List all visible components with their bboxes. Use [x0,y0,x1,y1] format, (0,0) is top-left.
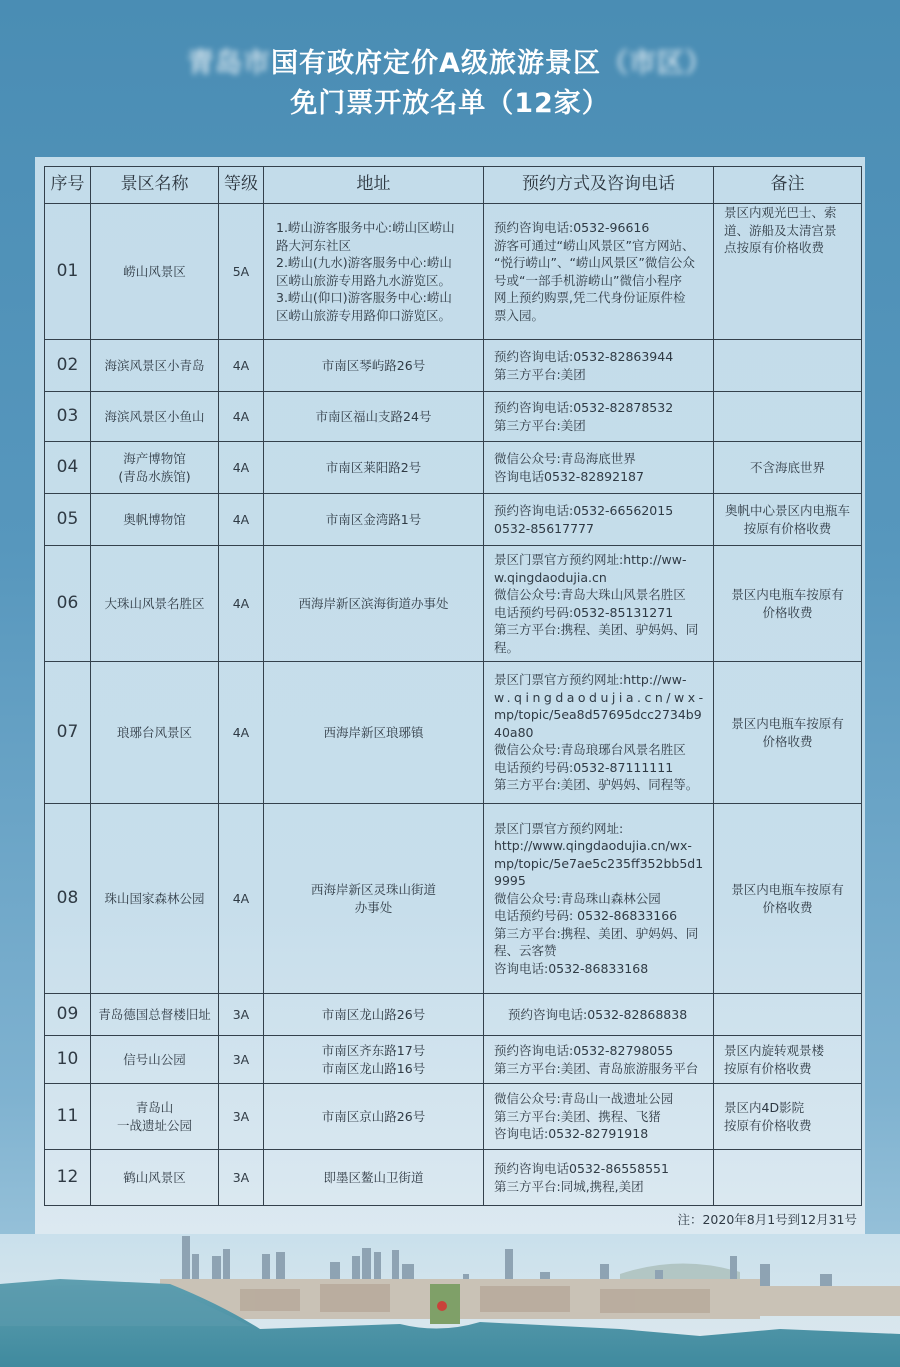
name-line: 海滨风景区小青岛 [104,357,205,373]
contact-line: 第三方平台:携程、美团、驴妈妈、同程。 [494,622,699,655]
header-address: 地址 [264,167,484,204]
contact-cell [484,804,714,994]
scenic-area-name [91,662,219,804]
row-number: 04 [45,442,91,494]
scenic-area-name [91,1150,219,1206]
address-line: 区崂山旅游专用路九水游览区。 [276,272,452,288]
title-line-1 [0,44,900,84]
city-skyline-image [0,1234,900,1367]
name-line: 大珠山风景名胜区 [104,595,205,611]
grade-badge: 3A [219,1084,264,1150]
scenic-area-name [91,204,219,340]
address-line: 办事处 [354,899,393,915]
header-remark: 备注 [714,167,862,204]
address-cell [264,204,484,340]
address-cell [264,1036,484,1084]
header-name: 景区名称 [91,167,219,204]
scenic-area-name [91,1036,219,1084]
scenic-area-name [91,994,219,1036]
skyline-illustration [0,1234,900,1367]
remark-line: 奥帆中心景区内电瓶车 [724,503,850,518]
contact-line: 第三方平台:美团 [494,366,586,382]
contact-line: 预约咨询电话0532-86558551 [494,1161,669,1176]
title-line-2: 免门票开放名单（12家） [290,88,610,119]
address-cell [264,804,484,994]
contact-line: 微信公众号:青岛大珠山风景名胜区 [494,587,686,602]
contact-line: 预约咨询电话:0532-82868838 [508,1006,688,1022]
contact-line: 第三方平台:美团 [494,417,586,433]
address-cell [264,392,484,442]
contact-line: 第三方平台:同城,携程,美团 [494,1178,644,1194]
remark-line: 景区内观光巴士、索 [724,205,837,220]
row-number: 05 [45,494,91,546]
row-number: 07 [45,662,91,804]
remark-cell [714,494,862,546]
contact-cell [484,1084,714,1150]
contact-cell [484,1150,714,1206]
contact-cell [484,546,714,662]
address-cell [264,442,484,494]
table-row [45,1150,862,1206]
title-main: 国有政府定价A级旅游景区 [271,48,601,79]
row-number: 02 [45,340,91,392]
name-line: 海滨风景区小鱼山 [104,408,205,424]
contact-line: 票入园。 [494,307,545,323]
title-blurred-prefix: 青岛市 [187,48,272,79]
name-line: (青岛水族馆) [118,468,191,484]
contact-line: 景区门票官方预约网址:http://ww- [494,552,687,567]
contact-line: 咨询电话:0532-86833168 [494,960,649,976]
name-line: 鹤山风景区 [123,1169,186,1185]
table-body [45,204,862,1206]
document-title [0,44,900,124]
grade-badge: 4A [219,392,264,442]
validity-note: 注：2020年8月1号到12月31号 [677,1212,857,1227]
remark-line: 按原有价格收费 [743,520,832,536]
remark-line: 景区内电瓶车按原有 [731,882,844,897]
remark-line: 景区内4D影院 [724,1100,805,1115]
remark-cell [714,204,862,340]
grade-badge: 4A [219,340,264,392]
address-line: 市南区琴屿路26号 [321,357,426,373]
contact-cell [484,204,714,340]
contact-line: 预约咨询电话:0532-82798055 [494,1043,674,1058]
contact-line: 0532-85617777 [494,520,594,536]
contact-line: 预约咨询电话:0532-66562015 [494,503,674,518]
remark-cell [714,1150,862,1206]
remark-cell [714,1084,862,1150]
table-row [45,804,862,994]
row-number: 12 [45,1150,91,1206]
table-row [45,494,862,546]
contact-line: 第三方平台:美团、青岛旅游服务平台 [494,1060,699,1076]
remark-line: 不含海底世界 [749,459,825,475]
contact-line: 游客可通过“崂山风景区”官方网站、 [494,237,695,253]
contact-cell [484,494,714,546]
contact-line: http://www.qingdaodujia.cn/wx- [494,838,692,854]
row-number: 06 [45,546,91,662]
address-line: 西海岸新区琅琊镇 [323,724,424,740]
name-line: 崂山风景区 [123,263,186,279]
grade-badge: 4A [219,662,264,804]
contact-line: 网上预约购票,凭二代身份证原件检 [494,290,686,305]
header-no: 序号 [45,167,91,204]
remark-cell [714,1036,862,1084]
table-row [45,662,862,804]
header-grade: 等级 [219,167,264,204]
remark-cell [714,994,862,1036]
address-line: 市南区莱阳路2号 [325,459,422,475]
contact-cell [484,442,714,494]
contact-line: 第三方平台:美团、携程、飞猪 [494,1108,661,1124]
address-cell [264,662,484,804]
contact-line: “悦行崂山”、“崂山风景区”微信公众 [494,255,695,270]
remark-line: 景区内电瓶车按原有 [731,587,844,602]
remark-line: 按原有价格收费 [724,1060,812,1076]
address-line: 市南区京山路26号 [321,1108,426,1124]
contact-cell [484,662,714,804]
remark-line: 按原有价格收费 [724,1117,812,1133]
remark-cell [714,662,862,804]
contact-cell [484,392,714,442]
address-line: 2.崂山(九水)游客服务中心:崂山 [276,255,452,270]
remark-line: 价格收费 [762,899,813,915]
contact-cell [484,340,714,392]
table-row [45,392,862,442]
remark-cell [714,442,862,494]
contact-line: 预约咨询电话:0532-82863944 [494,349,674,364]
name-line: 奥帆博物馆 [123,511,186,527]
scenic-area-name [91,1084,219,1150]
contact-line: mp/topic/5e7ae5c235ff352bb5d1 [494,855,704,871]
list-panel [35,157,865,1234]
header-contact: 预约方式及咨询电话 [484,167,714,204]
contact-line: 咨询电话0532-82892187 [494,468,644,484]
address-line: 区崂山旅游专用路仰口游览区。 [276,307,452,323]
contact-line: 第三方平台:美团、驴妈妈、同程等。 [494,777,699,793]
address-line: 市南区龙山路16号 [321,1060,426,1076]
scenic-area-name [91,494,219,546]
table-row [45,340,862,392]
grade-badge: 4A [219,494,264,546]
remark-line: 景区内旋转观景楼 [724,1043,825,1058]
table-row [45,1084,862,1150]
name-line: 海产博物馆 [123,451,186,466]
contact-line: 号或“一部手机游崂山”微信小程序 [494,272,682,288]
table-header-row [45,167,862,204]
name-line: 青岛德国总督楼旧址 [98,1006,211,1022]
contact-line: 预约咨询电话:0532-96616 [494,220,650,235]
name-line: 珠山国家森林公园 [104,890,205,906]
contact-line: w.qingdaodujia.cn [494,569,607,585]
table-row [45,1036,862,1084]
row-number: 01 [45,204,91,340]
table-row [45,994,862,1036]
row-number: 08 [45,804,91,994]
address-line: 路大河东社区 [276,237,352,253]
address-line: 市南区福山支路24号 [315,408,432,424]
scenic-area-table [44,166,862,1206]
address-line: 西海岸新区灵珠山街道 [310,882,436,897]
contact-line: 电话预约号码:0532-85131271 [494,604,674,620]
address-line: 市南区齐东路17号 [321,1043,426,1058]
remark-cell [714,340,862,392]
row-number: 03 [45,392,91,442]
contact-line: 9995 [494,873,526,889]
remark-line: 价格收费 [762,733,813,749]
address-cell [264,546,484,662]
contact-line: 电话预约号码:0532-87111111 [494,759,674,775]
table-row [45,204,862,340]
address-cell [264,340,484,392]
remark-cell [714,392,862,442]
scenic-area-name [91,392,219,442]
remark-line: 点按原有价格收费 [724,240,825,255]
remark-line: 价格收费 [762,604,813,620]
address-line: 即墨区鳌山卫街道 [323,1169,424,1185]
grade-badge: 4A [219,546,264,662]
address-cell [264,1150,484,1206]
contact-line: 程、云客赞 [494,943,557,959]
address-cell [264,994,484,1036]
address-line: 1.崂山游客服务中心:崂山区崂山 [276,220,455,235]
row-number: 10 [45,1036,91,1084]
remark-line: 道、游船及太清宫景 [724,222,837,238]
address-line: 西海岸新区滨海街道办事处 [298,595,449,611]
grade-badge: 5A [219,204,264,340]
contact-line: 40a80 [494,724,534,740]
contact-line: 景区门票官方预约网址:http://ww- [494,672,687,688]
address-cell [264,494,484,546]
remark-cell [714,546,862,662]
contact-line: 咨询电话:0532-82791918 [494,1126,649,1142]
contact-line: 微信公众号:青岛琅琊台风景名胜区 [494,742,686,758]
address-line: 3.崂山(仰口)游客服务中心:崂山 [276,290,452,305]
contact-line: mp/topic/5ea8d57695dcc2734b9 [494,707,702,723]
contact-line: 预约咨询电话:0532-82878532 [494,400,674,415]
remark-line: 景区内电瓶车按原有 [731,716,844,731]
address-line: 市南区龙山路26号 [321,1006,426,1022]
contact-line: 微信公众号:青岛海底世界 [494,451,636,466]
name-line: 信号山公园 [123,1051,186,1067]
name-line: 一战遗址公园 [116,1117,192,1133]
row-number: 09 [45,994,91,1036]
grade-badge: 4A [219,442,264,494]
title-blurred-suffix: （市区） [600,48,713,79]
address-line: 市南区金湾路1号 [325,511,422,527]
contact-line: 第三方平台:携程、美团、驴妈妈、同 [494,925,699,941]
address-cell [264,1084,484,1150]
scenic-area-name [91,546,219,662]
contact-line: 微信公众号:青岛山一战遗址公园 [494,1091,674,1107]
table-row [45,546,862,662]
grade-badge: 4A [219,804,264,994]
scenic-area-name [91,340,219,392]
contact-line: w.qingdaodujia.cn/wx- [494,689,707,705]
scenic-area-name [91,804,219,994]
contact-cell [484,994,714,1036]
name-line: 青岛山 [135,1100,174,1115]
scenic-area-name [91,442,219,494]
contact-line: 景区门票官方预约网址: [494,820,624,836]
name-line: 琅琊台风景区 [116,724,192,740]
contact-cell [484,1036,714,1084]
table-row [45,442,862,494]
grade-badge: 3A [219,994,264,1036]
grade-badge: 3A [219,1036,264,1084]
contact-line: 电话预约号码: 0532-86833166 [494,908,678,924]
grade-badge: 3A [219,1150,264,1206]
remark-cell [714,804,862,994]
contact-line: 微信公众号:青岛珠山森林公园 [494,890,661,906]
row-number: 11 [45,1084,91,1150]
